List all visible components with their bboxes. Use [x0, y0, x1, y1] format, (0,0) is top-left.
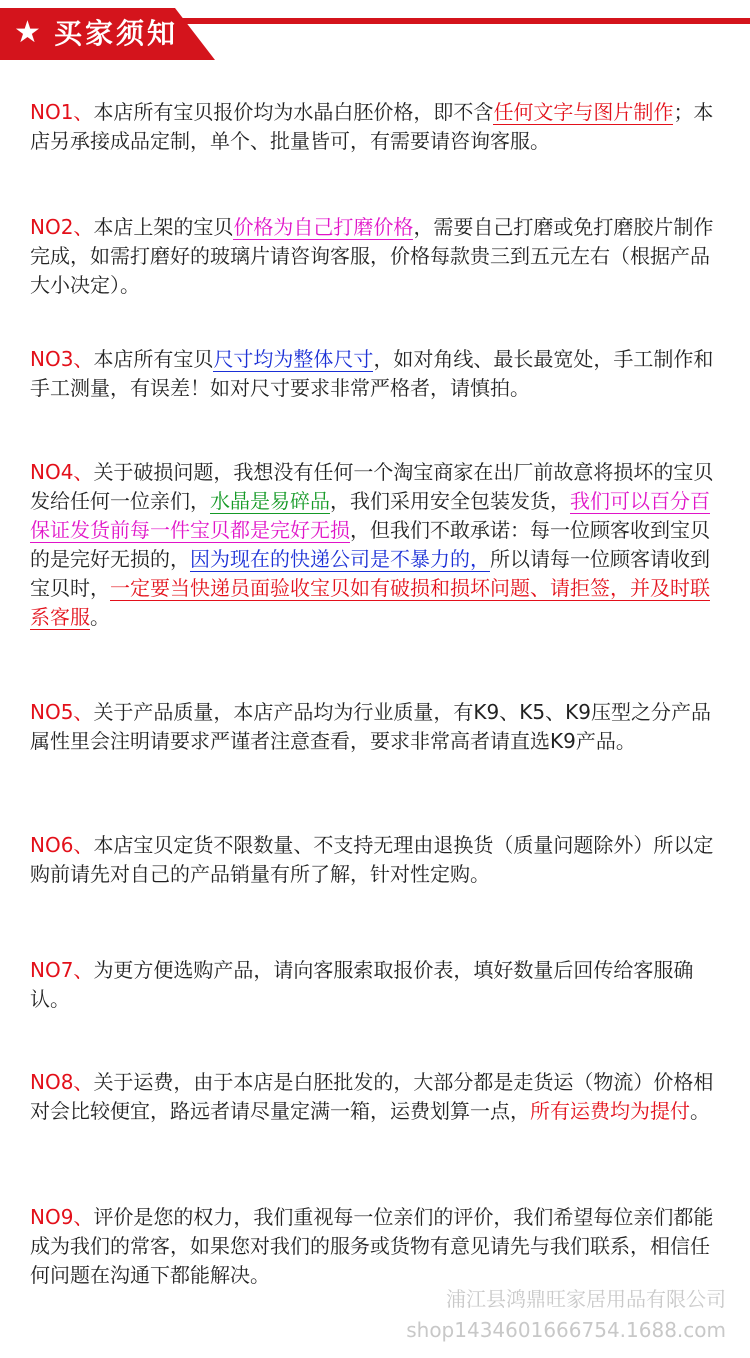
notice-number: NO1、 [30, 100, 94, 124]
notice-number: NO3、 [30, 347, 94, 371]
notice-item [30, 1203, 722, 1290]
notice-text: ；本店另承接成品定制，单个、批量皆可，有需要请咨询客服。 [30, 100, 714, 153]
notice-item [30, 345, 722, 403]
notice-highlight: 价格为自己打磨价格 [233, 215, 414, 239]
notice-text: 关于破损问题，我想没有任何一个淘宝商家在出厂前故意将损坏的宝贝发给任何一位亲们， [30, 460, 714, 513]
notice-number: NO9、 [30, 1205, 94, 1229]
notice-number: NO4、 [30, 460, 94, 484]
notice-text: 为更方便选购产品，请向客服索取报价表，填好数量后回传给客服确认。 [30, 958, 694, 1011]
notice-highlight: 我们可以百分百保证发货前每一件宝贝都是完好无损 [30, 489, 710, 542]
notice-highlight: 因为现在的快递公司是不暴力的， [190, 547, 490, 571]
notice-item [30, 458, 722, 632]
notice-item [30, 956, 722, 1014]
star-icon: ★ [14, 15, 41, 50]
notice-text: 本店所有宝贝 [93, 347, 214, 371]
notice-text: 。 [690, 1099, 710, 1123]
notice-text: ，我们采用安全包装发货， [330, 489, 570, 513]
notice-text: 本店上架的宝贝 [93, 215, 234, 239]
notice-number: NO7、 [30, 958, 94, 982]
notice-text: 所以请每一位顾客请收到宝贝时， [30, 547, 710, 600]
notice-item [30, 213, 722, 300]
header-banner [0, 8, 750, 60]
notice-text: ，但我们不敢承诺：每一位顾客收到宝贝的是完好无损的， [30, 518, 710, 571]
notice-number: NO8、 [30, 1070, 94, 1094]
notice-text: ，如对角线、最长最宽处，手工制作和手工测量，有误差！如对尺寸要求非常严格者，请慎拍。 [30, 347, 714, 400]
notice-text: ，需要自己打磨或免打磨胶片制作完成，如需打磨好的玻璃片请咨询客服，价格每款贵三到五元左右（根据产品大小决定）。 [30, 215, 714, 297]
watermark-url: shop1434601666754.1688.com [406, 1318, 726, 1342]
notice-number: NO5、 [30, 700, 94, 724]
notice-item [30, 698, 722, 756]
notice-highlight: 水晶是易碎品 [210, 489, 330, 513]
notice-text: 关于产品质量，本店产品均为行业质量，有K9、K5、K9压型之分产品属性里会注明请要求严谨者注意查看，要求非常高者请直选K9产品。 [30, 700, 711, 753]
notice-item [30, 98, 722, 156]
notice-text: 本店所有宝贝报价均为水晶白胚价格，即不含 [93, 100, 494, 124]
watermark-company: 浦江县鸿鼎旺家居用品有限公司 [446, 1287, 726, 1311]
notice-highlight: 尺寸均为整体尺寸 [213, 347, 374, 371]
notice-item [30, 831, 722, 889]
notice-highlight: 所有运费均为提付 [530, 1099, 690, 1123]
notice-item [30, 1068, 722, 1126]
notice-text: 关于运费，由于本店是白胚批发的，大部分都是走货运（物流）价格相对会比较便宜，路远者请尽量定满一箱，运费划算一点， [30, 1070, 714, 1123]
notice-text: 。 [90, 605, 110, 629]
notice-text: 评价是您的权力，我们重视每一位亲们的评价，我们希望每位亲们都能成为我们的常客，如果您对我们的服务或货物有意见请先与我们联系，相信任何问题在沟通下都能解决。 [30, 1205, 714, 1287]
notice-highlight: 一定要当快递员面验收宝贝如有破损和损坏问题、请拒签，并及时联系客服 [30, 576, 710, 629]
notice-number: NO2、 [30, 215, 94, 239]
notice-number: NO6、 [30, 833, 94, 857]
notice-highlight: 任何文字与图片制作 [493, 100, 674, 124]
notice-text: 本店宝贝定货不限数量、不支持无理由退换货（质量问题除外）所以定购前请先对自己的产品销量有所了解，针对性定购。 [30, 833, 714, 886]
page-title: 买家须知 [54, 17, 179, 50]
